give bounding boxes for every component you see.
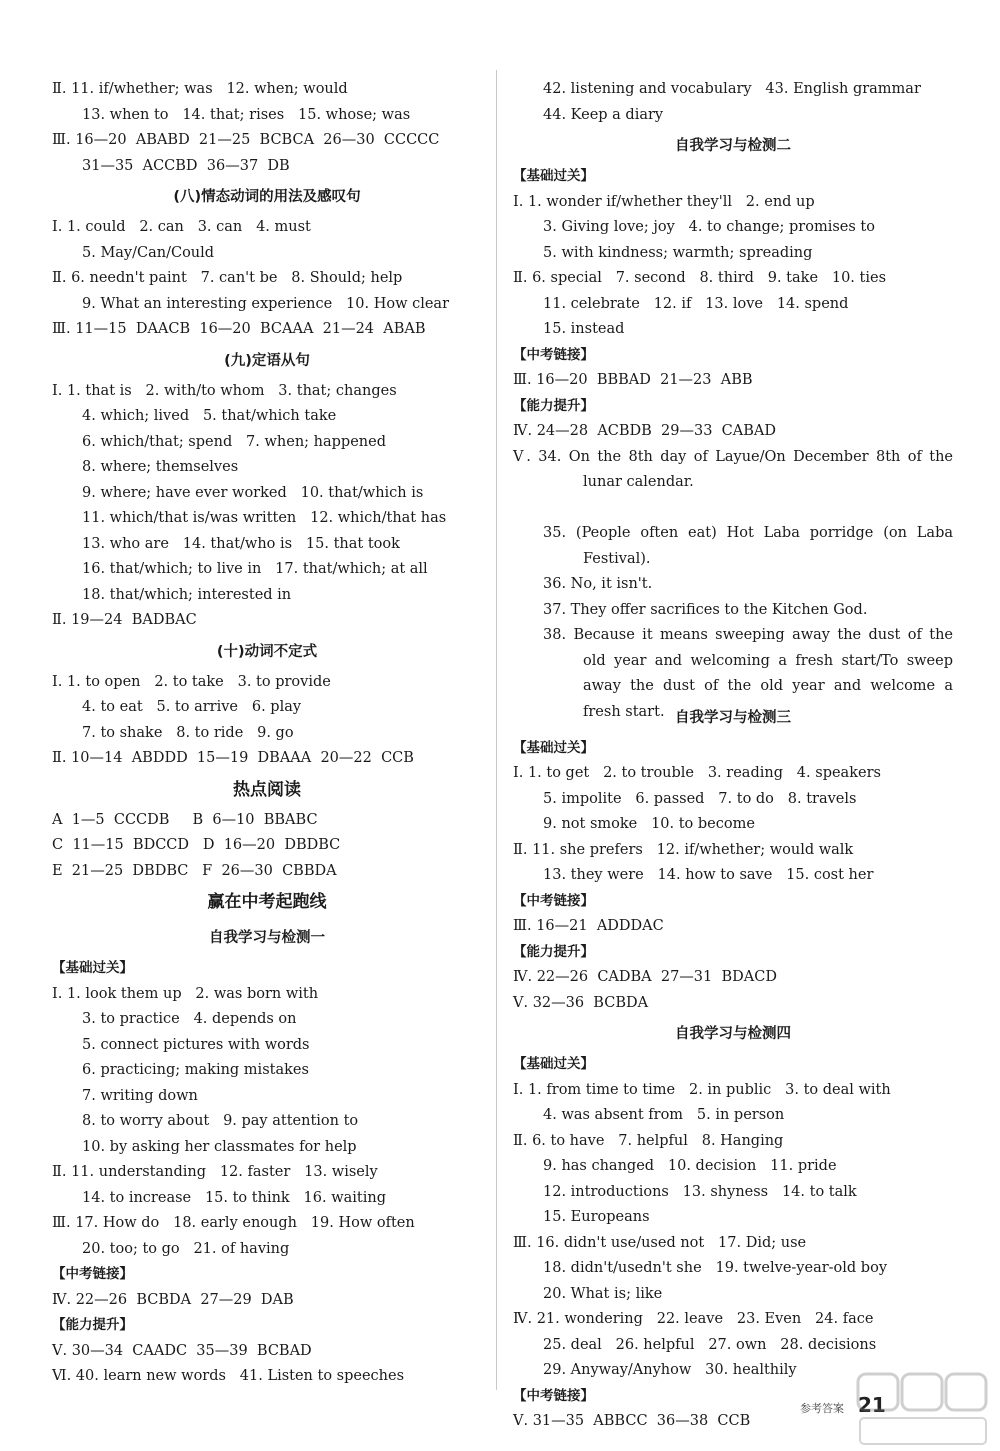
answer-line: 11. celebrate 12. if 13. love 14. spend (543, 295, 849, 312)
section-heading: (十)动词不定式 (216, 643, 318, 660)
answer-line: 13. when to 14. that; rises 15. whose; was (82, 106, 411, 123)
answer-line: Ⅱ. 6. to have 7. helpful 8. Hanging (513, 1132, 784, 1149)
answer-line: Ⅰ. 1. to get 2. to trouble 3. reading 4. speakers (513, 765, 881, 781)
column-divider (496, 70, 497, 1390)
section-title: 热点阅读 (233, 779, 301, 800)
answer-line: Ⅴ. 31—35 ABBCC 36—38 CCB (513, 1413, 751, 1429)
answer-line: 18. that/which; interested in (82, 586, 292, 603)
answer-line: Ⅲ. 16. didn't use/used not 17. Did; use (513, 1234, 807, 1251)
answer-line: 18. didn't/usedn't she 19. twelve-year-old boy (543, 1260, 888, 1276)
answer-line: 6. which/that; spend 7. when; happened (82, 433, 386, 450)
answer-line: Ⅲ. 16—21 ADDDAC (513, 918, 664, 934)
answer-line: 9. not smoke 10. to become (543, 816, 755, 832)
subsection-tag: 【能力提升】 (52, 1317, 133, 1333)
answer-line: E 21—25 DBDBC F 26—30 CBBDA (52, 862, 337, 879)
answer-line: A 1—5 CCCDB B 6—10 BBABC (52, 811, 318, 828)
answer-line: Ⅳ. 22—26 CADBA 27—31 BDACD (513, 969, 777, 985)
subsection-tag: 【能力提升】 (513, 397, 594, 414)
answer-line: 5. impolite 6. passed 7. to do 8. travels (543, 790, 857, 807)
subsection-tag: 【基础过关】 (513, 739, 594, 756)
answer-line: 44. Keep a diary (543, 106, 664, 123)
section-heading: (九)定语从句 (224, 352, 310, 369)
answer-line: Ⅲ. 16—20 ABABD 21—25 BCBCA 26—30 CCCCC (52, 132, 440, 148)
subsection-tag: 【基础过关】 (52, 960, 133, 976)
answer-line: Ⅲ. 16—20 BBBAD 21—23 ABB (513, 372, 753, 388)
answer-line: 15. instead (543, 321, 625, 337)
subsection-tag: 【基础过关】 (513, 168, 594, 184)
answer-line: Ⅱ. 11. she prefers 12. if/whether; would walk (513, 841, 854, 858)
answer-line: 12. introductions 13. shyness 14. to talk (543, 1183, 857, 1200)
answer-line: 8. to worry about 9. pay attention to (82, 1113, 359, 1129)
answer-line: 42. listening and vocabulary 43. English grammar (543, 81, 921, 97)
answer-line: 16. that/which; to live in 17. that/which; at all (82, 561, 428, 577)
section-heading: 自我学习与检测二 (675, 138, 791, 154)
answer-line: 31—35 ACCBD 36—37 DB (82, 157, 290, 174)
section-heading: 自我学习与检测四 (675, 1026, 791, 1042)
left-column (52, 77, 482, 1390)
footer-label: 参考答案 (800, 1402, 844, 1415)
page-number: 21 (858, 1393, 886, 1417)
answer-line: Ⅳ. 24—28 ACBDB 29—33 CABAD (513, 423, 776, 439)
answer-line: 37. They offer sacrifices to the Kitchen God. (543, 601, 868, 618)
subsection-tag: 【中考链接】 (513, 1387, 594, 1404)
answer-line: Ⅳ. 21. wondering 22. leave 23. Even 24. face (513, 1311, 874, 1327)
answer-line: 4. was absent from 5. in person (543, 1107, 785, 1123)
answer-paragraph: Ⅴ. 34. On the 8th day of Layue/On December 8th of the lunar calendar. (513, 448, 953, 490)
answer-line: 13. who are 14. that/who is 15. that took (82, 535, 400, 552)
section-heading: (八)情态动词的用法及感叹句 (173, 189, 361, 205)
answer-line: Ⅰ. 1. look them up 2. was born with (52, 985, 319, 1002)
answer-line: Ⅱ. 19—24 BADBAC (52, 612, 197, 628)
answer-line: Ⅱ. 6. needn't paint 7. can't be 8. Should; help (52, 270, 403, 286)
answer-line: C 11—15 BDCCD D 16—20 DBDBC (52, 837, 341, 853)
answer-line: 11. which/that is/was written 12. which/that has (82, 510, 447, 526)
answer-line: 5. with kindness; warmth; spreading (543, 244, 813, 261)
answer-line: 13. they were 14. how to save 15. cost her (543, 867, 874, 883)
answer-line: Ⅰ. 1. could 2. can 3. can 4. must (52, 219, 311, 235)
answer-line: Ⅱ. 11. understanding 12. faster 13. wisely (52, 1164, 378, 1180)
answer-line: 14. to increase 15. to think 16. waiting (82, 1189, 386, 1206)
answer-line: 9. What an interesting experience 10. How clear (82, 295, 450, 312)
answer-line: Ⅱ. 11. if/whether; was 12. when; would (52, 81, 348, 97)
right-column (513, 77, 953, 1435)
section-heading: 自我学习与检测一 (209, 930, 325, 946)
subsection-tag: 【中考链接】 (52, 1266, 133, 1282)
subsection-tag: 【基础过关】 (513, 1056, 594, 1072)
answer-line: 9. where; have ever worked 10. that/which is (82, 484, 424, 501)
answer-line: 6. practicing; making mistakes (82, 1062, 309, 1078)
answer-line: 9. has changed 10. decision 11. pride (543, 1158, 837, 1174)
watermark-logo (850, 1370, 995, 1448)
answer-line: Ⅳ. 22—26 BCBDA 27—29 DAB (52, 1291, 294, 1308)
answer-paragraph: 35. (People often eat) Hot Laba porridge (on Laba Festival). (543, 525, 953, 567)
subsection-tag: 【能力提升】 (513, 943, 594, 960)
answer-line: Ⅴ. 32—36 BCBDA (513, 994, 649, 1011)
answer-line: Ⅲ. 11—15 DAACB 16—20 BCAAA 21—24 ABAB (52, 321, 426, 337)
answer-line: 29. Anyway/Anyhow 30. healthily (543, 1362, 797, 1378)
answer-line: 5. May/Can/Could (82, 244, 215, 261)
answer-line: 15. Europeans (543, 1209, 650, 1225)
answer-line: 10. by asking her classmates for help (82, 1138, 357, 1155)
answer-line: 20. What is; like (543, 1285, 663, 1302)
answer-line: 25. deal 26. helpful 27. own 28. decisions (543, 1336, 877, 1353)
answer-line: Ⅰ. 1. that is 2. with/to whom 3. that; changes (52, 382, 397, 399)
answer-line: 8. where; themselves (82, 459, 239, 475)
answer-line: 5. connect pictures with words (82, 1036, 310, 1053)
answer-line: 7. writing down (82, 1087, 198, 1104)
answer-line: 20. too; to go 21. of having (82, 1240, 290, 1257)
answer-line: 4. which; lived 5. that/which take (82, 408, 337, 424)
subsection-tag: 【中考链接】 (513, 346, 594, 363)
answer-line: Ⅱ. 6. special 7. second 8. third 9. take 10. ties (513, 270, 887, 286)
answer-line: Ⅰ. 1. wonder if/whether they'll 2. end up (513, 193, 815, 210)
answer-line: Ⅰ. 1. to open 2. to take 3. to provide (52, 673, 331, 690)
answer-line: 7. to shake 8. to ride 9. go (82, 724, 294, 741)
answer-line: Ⅲ. 17. How do 18. early enough 19. How often (52, 1215, 415, 1231)
answer-line: 4. to eat 5. to arrive 6. play (82, 699, 302, 715)
section-heading: 自我学习与检测三 (675, 709, 791, 726)
section-title: 赢在中考起跑线 (207, 892, 327, 912)
answer-line: Ⅵ. 40. learn new words 41. Listen to speeches (52, 1368, 405, 1384)
answer-line: Ⅰ. 1. from time to time 2. in public 3. to deal with (513, 1081, 891, 1098)
answer-line: 3. Giving love; joy 4. to change; promises to (543, 219, 875, 235)
answer-line: 3. to practice 4. depends on (82, 1011, 297, 1027)
answer-line: 36. No, it isn't. (543, 576, 653, 592)
answer-line: Ⅴ. 30—34 CAADC 35—39 BCBAD (52, 1342, 312, 1359)
subsection-tag: 【中考链接】 (513, 892, 594, 909)
answer-line: Ⅱ. 10—14 ABDDD 15—19 DBAAA 20—22 CCB (52, 750, 414, 766)
answer-paragraph: 38. Because it means sweeping away the dust of the old year and welcoming a fresh start/To sweep away the dust of the old year and welcome a fresh start. (543, 627, 953, 720)
